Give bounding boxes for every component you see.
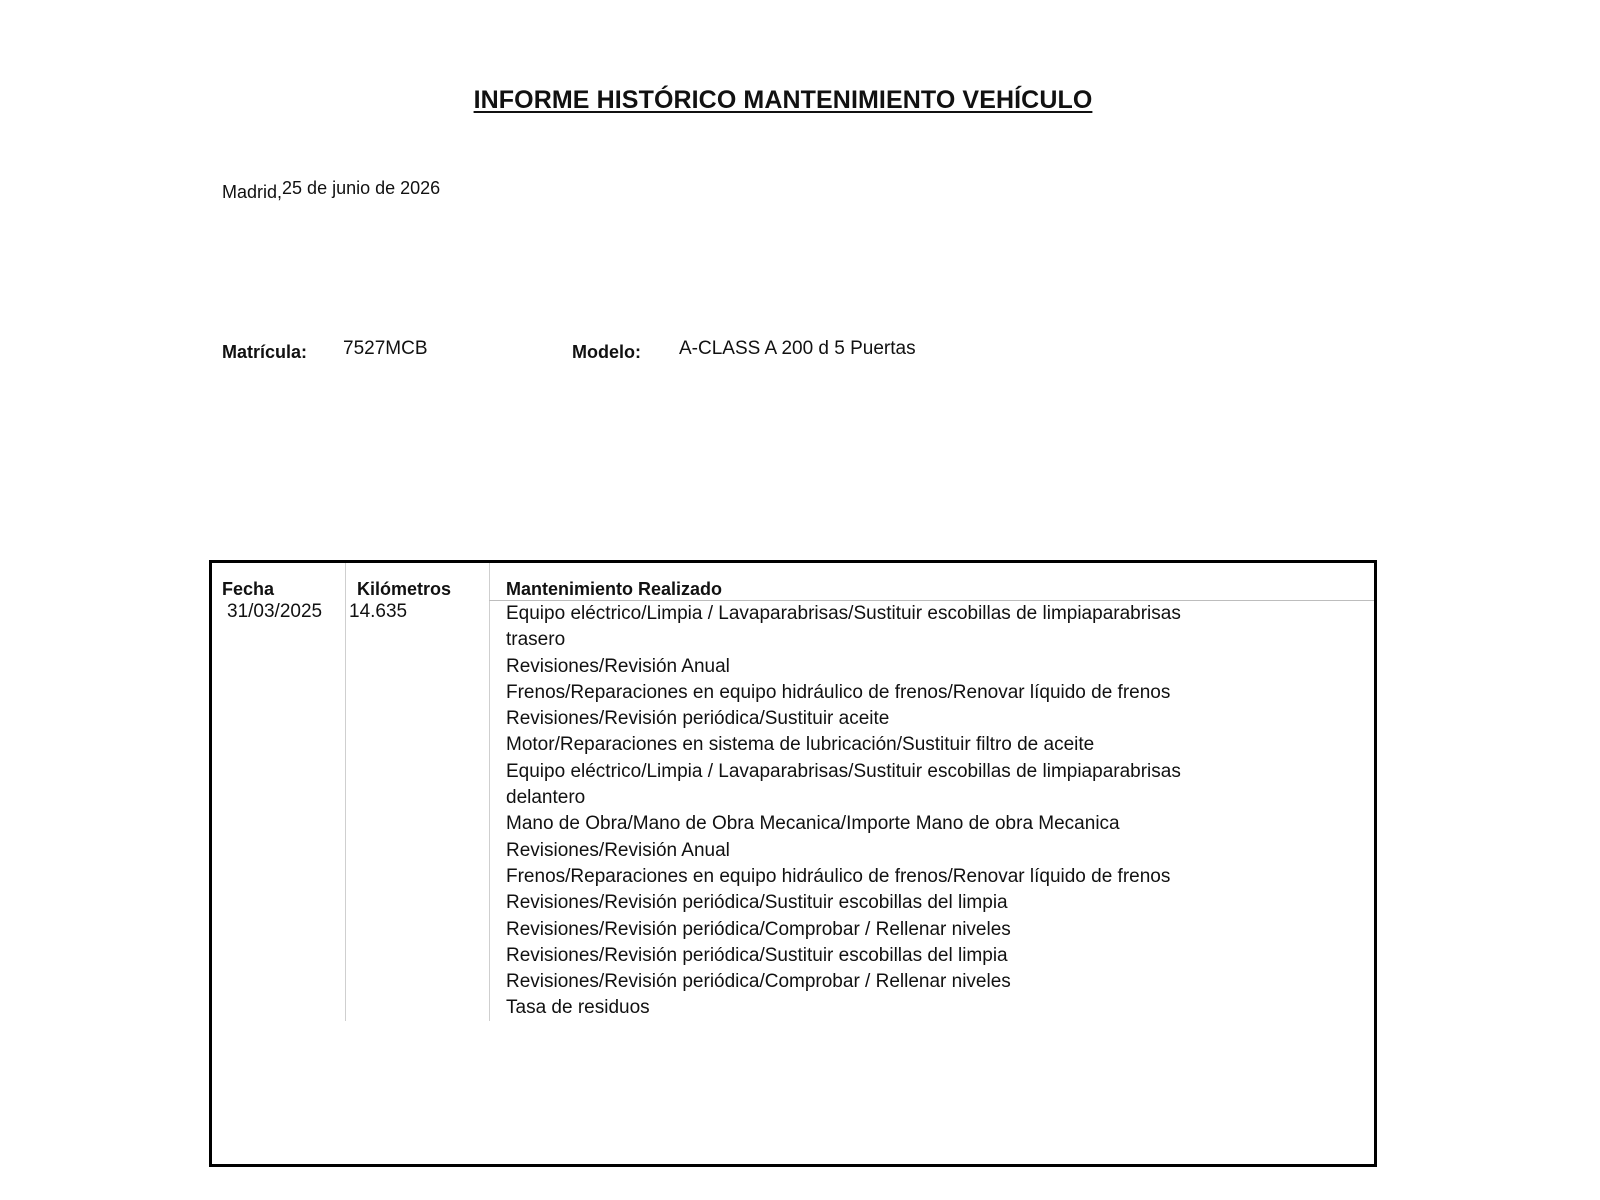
- maintenance-item: Equipo eléctrico/Limpia / Lavaparabrisas/Sustituir escobillas de limpiaparabrisas: [506, 603, 1181, 624]
- place-and-date: [222, 178, 441, 202]
- report-title: INFORME HISTÓRICO MANTENIMIENTO VEHÍCULO: [473, 86, 1093, 114]
- maintenance-list: [506, 601, 1181, 1022]
- row-km: 14.635: [349, 601, 408, 622]
- maintenance-item: Revisiones/Revisión periódica/Comprobar / Rellenar niveles: [506, 918, 1011, 940]
- model-label: Modelo:: [572, 342, 641, 362]
- maintenance-table: [209, 560, 1377, 1167]
- maintenance-item: Revisiones/Revisión Anual: [506, 839, 730, 861]
- maintenance-item: Tasa de residuos: [506, 997, 650, 1019]
- maintenance-item: Equipo eléctrico/Limpia / Lavaparabrisas/Sustituir escobillas de limpiaparabrisas: [506, 760, 1181, 782]
- plate-value: 7527MCB: [343, 338, 428, 359]
- maintenance-item: Revisiones/Revisión periódica/Sustituir escobillas del limpia: [506, 944, 1008, 966]
- maintenance-item: Revisiones/Revisión periódica/Sustituir escobillas del limpia: [506, 892, 1008, 914]
- maintenance-item: Motor/Reparaciones en sistema de lubricación/Sustituir filtro de aceite: [506, 734, 1095, 756]
- maintenance-item: Mano de Obra/Mano de Obra Mecanica/Importe Mano de obra Mecanica: [506, 813, 1120, 835]
- maintenance-item: Revisiones/Revisión Anual: [506, 655, 730, 677]
- column-divider: [345, 563, 346, 1021]
- header-date: Fecha: [222, 579, 275, 599]
- column-divider: [489, 563, 490, 1021]
- maintenance-item: delantero: [506, 787, 586, 809]
- header-km: Kilómetros: [357, 579, 452, 599]
- maintenance-item: Revisiones/Revisión periódica/Sustituir aceite: [506, 708, 890, 730]
- header-maintenance: Mantenimiento Realizado: [506, 579, 723, 599]
- model-value: A-CLASS A 200 d 5 Puertas: [679, 338, 916, 359]
- plate-label: Matrícula:: [222, 342, 308, 362]
- maintenance-item: Revisiones/Revisión periódica/Comprobar / Rellenar niveles: [506, 971, 1011, 993]
- maintenance-item: trasero: [506, 629, 566, 651]
- maintenance-item: Frenos/Reparaciones en equipo hidráulico de frenos/Renovar líquido de frenos: [506, 681, 1171, 703]
- row-date: 31/03/2025: [227, 601, 323, 622]
- report-date: 25 de junio de 2026: [282, 178, 441, 198]
- maintenance-item: Frenos/Reparaciones en equipo hidráulico de frenos/Renovar líquido de frenos: [506, 865, 1171, 887]
- report-city: Madrid,: [222, 182, 283, 202]
